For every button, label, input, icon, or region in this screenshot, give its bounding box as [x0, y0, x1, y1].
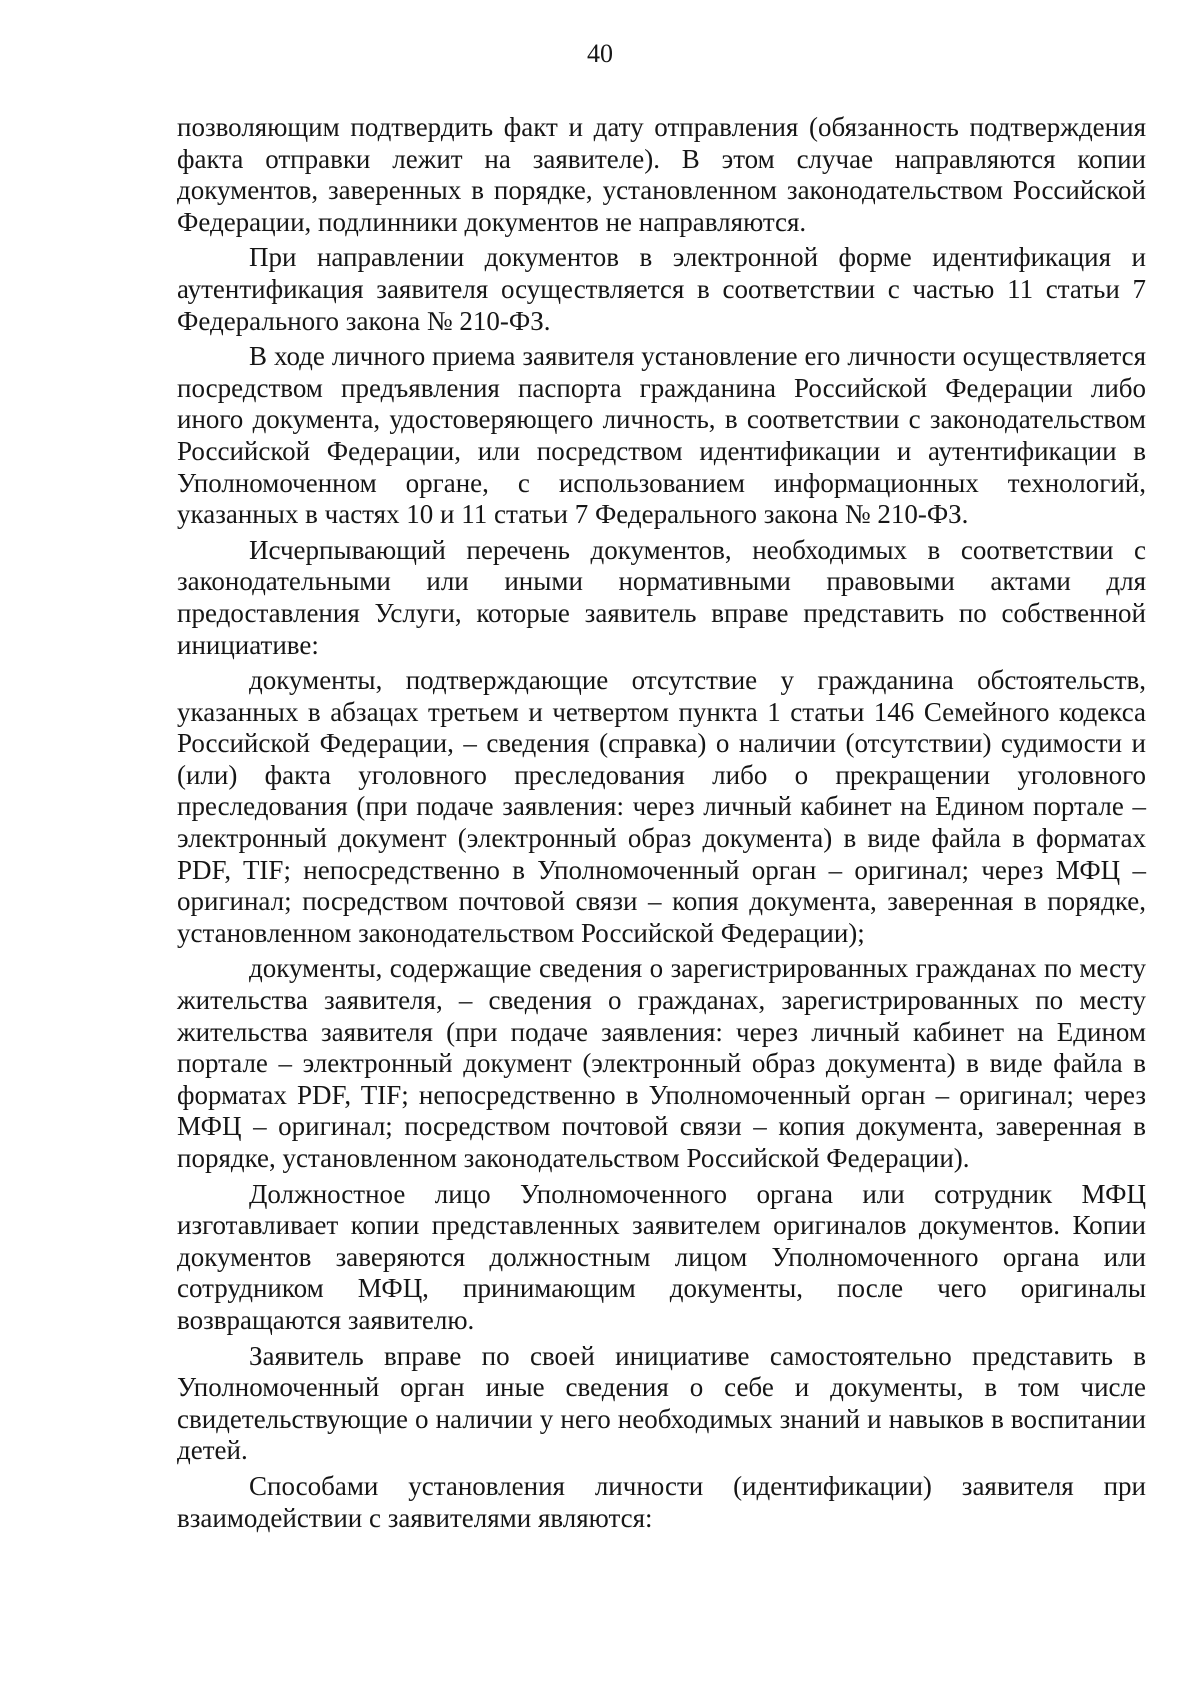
paragraph-exhaustive-list: Исчерпывающий перечень документов, необходимых в соответствии с законодательными или иными нормативными правовыми актами для предоставления Услуги, которые заявитель вправе представить по собственной инициативе:	[177, 534, 1146, 660]
paragraph-electronic-form: При направлении документов в электронной форме идентификация и аутентификация заявителя осуществляется в соответствии с частью 11 статьи 7 Федерального закона № 210-ФЗ.	[177, 242, 1146, 336]
paragraph-additional-documents: Заявитель вправе по своей инициативе самостоятельно представить в Уполномоченный орган иные сведения о себе и документы, в том числе свидетельствующие о наличии у него необходимых знаний и навыков в воспитании детей.	[177, 1340, 1146, 1466]
list-item-criminal-record: документы, подтверждающие отсутствие у гражданина обстоятельств, указанных в абзацах третьем и четвертом пункта 1 статьи 146 Семейного кодекса Российской Федерации, – сведения (справка) о наличии (отсутствии) судимости и (или) факта уголовного преследования либо о прекращении уголовного преследования (при подаче заявления: через личный кабинет на Едином портале – электронный документ (электронный образ документа) в виде файла в форматах PDF, TIF; непосредственно в Уполномоченный орган – оригинал; через МФЦ – оригинал; посредством почтовой связи – копия документа, заверенная в порядке, установленном законодательством Российской Федерации);	[177, 665, 1146, 948]
document-body	[177, 112, 1146, 1534]
paragraph-personal-reception: В ходе личного приема заявителя установление его личности осуществляется посредством предъявления паспорта гражданина Российской Федерации либо иного документа, удостоверяющего личность, в соответствии с законодательством Российской Федерации, или посредством идентификации и аутентификации в Уполномоченном органе, с использованием информационных технологий, указанных в частях 10 и 11 статьи 7 Федерального закона № 210-ФЗ.	[177, 341, 1146, 530]
paragraph-continuation: позволяющим подтвердить факт и дату отправления (обязанность подтверждения факта отправки лежит на заявителе). В этом случае направляются копии документов, заверенных в порядке, установленном законодательством Российской Федерации, подлинники документов не направляются.	[177, 112, 1146, 237]
paragraph-identification-methods: Способами установления личности (идентификации) заявителя при взаимодействии с заявителями являются:	[177, 1470, 1146, 1533]
paragraph-copies: Должностное лицо Уполномоченного органа или сотрудник МФЦ изготавливает копии представленных заявителем оригиналов документов. Копии документов заверяются должностным лицом Уполномоченного органа или сотрудником МФЦ, принимающим документы, после чего оригиналы возвращаются заявителю.	[177, 1178, 1146, 1335]
list-item-registered-citizens: документы, содержащие сведения о зарегистрированных гражданах по месту жительства заявителя, – сведения о гражданах, зарегистрированных по месту жительства заявителя (при подаче заявления: через личный кабинет на Едином портале – электронный документ (электронный образ документа) в виде файла в форматах PDF, TIF; непосредственно в Уполномоченный орган – оригинал; через МФЦ – оригинал; посредством почтовой связи – копия документа, заверенная в порядке, установленном законодательством Российской Федерации).	[177, 953, 1146, 1173]
page-number: 40	[587, 39, 613, 68]
